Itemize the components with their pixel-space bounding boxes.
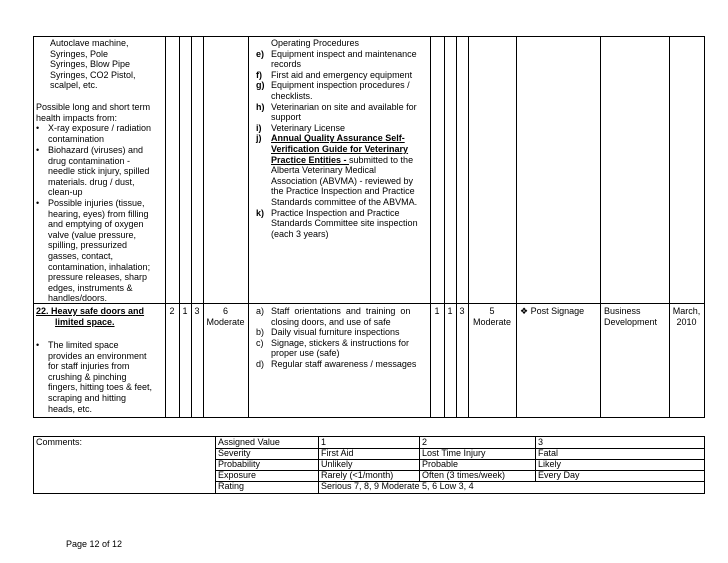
control-item: e) Equipment inspect and maintenance records bbox=[256, 48, 417, 70]
col-divider bbox=[318, 437, 319, 493]
bullet-biohazard: • Biohazard (viruses) and drug contamination - needle stick injury, spilled materials. drug / dust, clean-up bbox=[34, 145, 149, 198]
controls-list bbox=[251, 38, 427, 239]
probability-value: 1 bbox=[182, 306, 188, 316]
page-number: Page 12 of 12 bbox=[66, 539, 123, 549]
legend-cell: 3 bbox=[538, 437, 544, 447]
col-divider bbox=[191, 37, 192, 417]
col-divider bbox=[203, 37, 204, 417]
control-item: g) Equipment inspection procedures / checklists. bbox=[256, 80, 410, 101]
col-divider bbox=[165, 37, 166, 417]
legend-cell: Probability bbox=[218, 459, 261, 469]
exposure-value: 3 bbox=[194, 306, 200, 316]
legend-cell: Unlikely bbox=[321, 459, 353, 469]
residual-exposure: 3 bbox=[459, 306, 465, 316]
control-item: h) Veterinarian on site and available for support bbox=[256, 101, 417, 123]
control-item-abvma: j) Annual Quality Assurance Self- Verification Guide for Veterinary Practice Entities - submitted to the Alberta Veterinary Medical Association (ABVMA) - reviewed by the Practice Inspection and Practice Standards committee of the ABVMA. bbox=[256, 133, 418, 207]
residual-rating: 5 Moderate bbox=[472, 306, 512, 327]
hazard-22-title: 22. Heavy safe doors and limited space. bbox=[36, 306, 145, 327]
legend-cell: Rarely (<1/month) bbox=[321, 470, 394, 480]
initial-rating: 6 Moderate bbox=[206, 306, 245, 327]
legend-cell: Lost Time Injury bbox=[422, 448, 486, 458]
responsible-party: Business Development bbox=[604, 306, 658, 327]
legend-cell: Severity bbox=[218, 448, 251, 458]
control-item: c) Signage, stickers & instructions for proper use (safe) bbox=[256, 337, 410, 359]
legend-cell: Often (3 times/week) bbox=[422, 470, 506, 480]
col-divider bbox=[468, 37, 469, 417]
diamond-bullet-icon: ❖ bbox=[520, 306, 529, 316]
col-divider bbox=[444, 37, 445, 417]
col-divider bbox=[430, 37, 431, 417]
col-divider bbox=[248, 37, 249, 417]
control-item: d) Regular staff awareness / messages bbox=[256, 358, 417, 369]
controls-22 bbox=[251, 306, 429, 370]
rating-legend-table bbox=[33, 436, 705, 494]
col-divider bbox=[179, 37, 180, 417]
legend-cell: Fatal bbox=[538, 448, 559, 458]
legend-cell: Probable bbox=[422, 459, 459, 469]
control-item: Operating Procedures bbox=[271, 38, 360, 48]
control-item: b) Daily visual furniture inspections bbox=[256, 327, 400, 338]
col-divider bbox=[456, 37, 457, 417]
legend-cell: First Aid bbox=[321, 448, 354, 458]
col-divider bbox=[516, 37, 517, 417]
legend-cell: Rating bbox=[218, 481, 245, 491]
bullet-injuries: • Possible injuries (tissue, hearing, eyes) from filling and emptying of oxygen valve (value pressure, spilling, pressurized gasses, contact, contamination, inhalation; pressure releases, sharp edges, instruments & handles/doors. bbox=[34, 198, 150, 304]
control-item: k) Practice Inspection and Practice Standards Committee site inspection (each 3 years) bbox=[256, 207, 418, 239]
legend-cell: Serious 7, 8, 9 Moderate 5, 6 Low 3, 4 bbox=[321, 481, 474, 491]
col-divider bbox=[669, 37, 670, 417]
control-item: i) Veterinary License bbox=[256, 122, 346, 133]
target-date: March, 2010 bbox=[672, 306, 701, 327]
legend-cell: 2 bbox=[422, 437, 428, 447]
row-divider bbox=[215, 459, 704, 460]
action-item: ❖ Post Signage bbox=[520, 306, 585, 316]
control-item: a) Staff orientations and training on closing doors, and use of safe bbox=[256, 306, 411, 327]
legend-cell: Exposure bbox=[218, 470, 257, 480]
bullet-limited-space: • The limited space provides an environment for staff injuries from crushing & pinching fingers, hitting toes & feet, scraping and hitting heads, etc. bbox=[34, 340, 152, 414]
severity-value: 2 bbox=[169, 306, 175, 316]
legend-cell: Assigned Value bbox=[218, 437, 280, 447]
hazard-table bbox=[33, 36, 705, 418]
comments-label: Comments: bbox=[36, 437, 83, 447]
legend-cell: Every Day bbox=[538, 470, 580, 480]
hazard-text: Autoclave machine, Syringes, Pole Syringes, Blow Pipe Syringes, CO2 Pistol, scalpel, etc. bbox=[50, 38, 136, 91]
residual-severity: 1 bbox=[434, 306, 440, 316]
col-divider bbox=[215, 437, 216, 493]
col-divider bbox=[600, 37, 601, 417]
residual-probability: 1 bbox=[447, 306, 453, 316]
health-intro: Possible long and short term health impacts from: bbox=[36, 102, 151, 123]
bullet-xray: • X-ray exposure / radiation contamination bbox=[34, 123, 151, 144]
legend-cell: Likely bbox=[538, 459, 562, 469]
control-item: f) First aid and emergency equipment bbox=[256, 69, 413, 80]
legend-cell: 1 bbox=[321, 437, 327, 447]
